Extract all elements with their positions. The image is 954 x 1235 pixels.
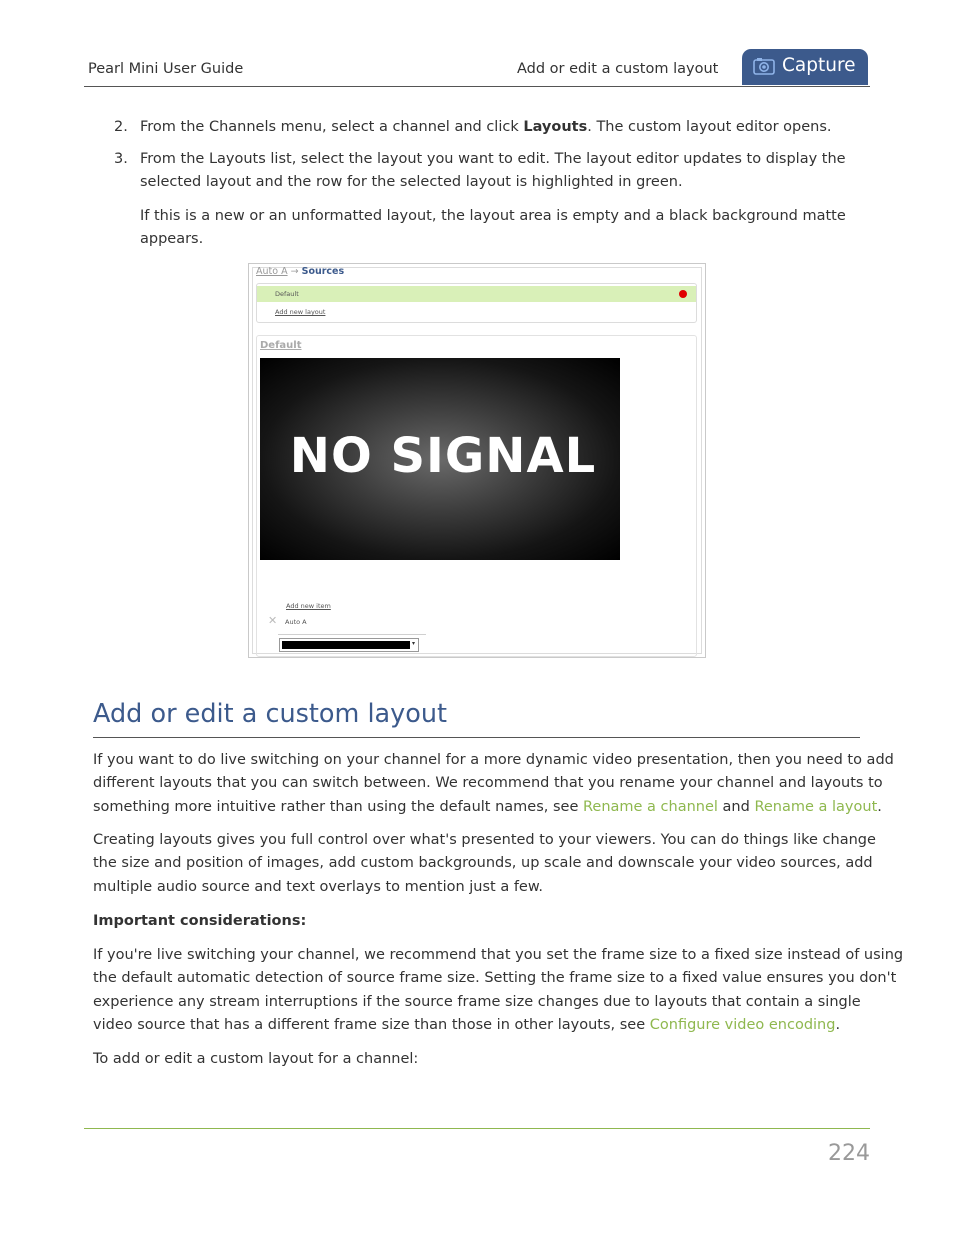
layout-row-selected[interactable] [257, 286, 696, 302]
step-text: From the Channels menu, select a channel and click Layouts. The custom layout editor opens. [140, 119, 832, 135]
step-number: 3. [114, 151, 128, 167]
bold-term: Layouts [523, 119, 588, 135]
no-signal-text: NO SIGNAL [289, 428, 597, 484]
paragraph: If you want to do live switching on your channel for a more dynamic video presentation, then you need to add different layouts that you can switch between. We recommend that you rename your channel and layouts to something more intuitive rather than using the default names, see Rename a channel and Rename a layout. [93, 752, 894, 815]
running-section-title: Add or edit a custom layout [517, 61, 719, 77]
paragraph: To add or edit a custom layout for a channel: [93, 1051, 419, 1067]
breadcrumb [256, 266, 344, 277]
paragraph: Creating layouts gives you full control over what's presented to your viewers. You can do things like change the size and position of images, add custom backgrounds, up scale and downscale your video sources, add multiple audio source and text overlays to mention just a few. [93, 832, 876, 895]
footer-divider [84, 1128, 870, 1129]
item-divider [278, 634, 426, 635]
active-dot-icon [679, 290, 687, 298]
capture-badge [742, 49, 868, 85]
page-number: 224 [828, 1141, 870, 1166]
delete-icon[interactable]: ✕ [268, 614, 278, 627]
camera-icon [753, 57, 775, 79]
background-color-select[interactable] [279, 638, 419, 652]
layout-editor [256, 335, 697, 657]
add-layout-link[interactable]: Add new layout [275, 308, 326, 316]
dropdown-arrow-icon: ▾ [412, 640, 416, 647]
layout-canvas[interactable] [260, 358, 620, 560]
editor-title[interactable]: Default [260, 340, 302, 351]
paragraph: If you're live switching your channel, we recommend that you set the frame size to a fixed size instead of using the default automatic detection of source frame size. Setting the frame size to a fixed value ensures you don't experience any stream interruptions if the source frame size changes due to layouts that contain a single video source that has a different frame size than those in other layouts, see Configure video encoding. [93, 947, 904, 1033]
section-heading: Add or edit a custom layout [93, 699, 448, 729]
header-divider [84, 86, 870, 87]
doc-title: Pearl Mini User Guide [88, 61, 244, 77]
heading-divider [93, 737, 860, 738]
rename-layout-link[interactable]: Rename a layout [754, 798, 878, 815]
considerations-heading: Important considerations: [93, 913, 307, 929]
breadcrumb-current: Sources [301, 266, 345, 277]
step-number: 2. [114, 119, 128, 135]
configure-video-encoding-link[interactable]: Configure video encoding [649, 1016, 836, 1033]
source-item-label: Auto A [285, 618, 307, 626]
badge-label: Capture [782, 55, 856, 76]
step-note: If this is a new or an unformatted layout, the layout area is empty and a black background matte appears. [140, 208, 846, 248]
layouts-list [256, 283, 697, 323]
color-swatch [282, 641, 410, 649]
add-item-link[interactable]: Add new item [286, 602, 331, 610]
layout-editor-screenshot [248, 263, 706, 658]
breadcrumb-separator: → [290, 266, 299, 277]
breadcrumb-link[interactable]: Auto A [256, 266, 288, 277]
rename-channel-link[interactable]: Rename a channel [582, 798, 718, 815]
layout-row-label: Default [275, 290, 299, 298]
step-text: From the Layouts list, select the layout you want to edit. The layout editor updates to display the selected layout and the row for the selected layout is highlighted in green. [140, 151, 846, 191]
